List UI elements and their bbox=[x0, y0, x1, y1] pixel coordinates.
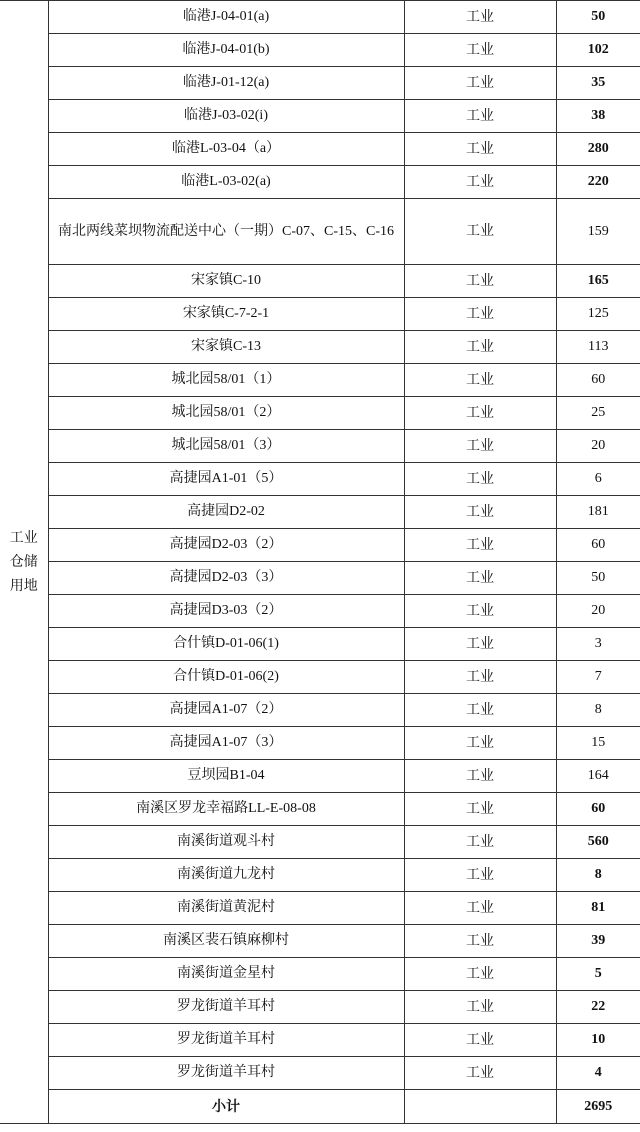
area-cell: 7 bbox=[556, 661, 640, 694]
parcel-name-cell: 宋家镇C-13 bbox=[48, 331, 404, 364]
land-use-cell: 工业 bbox=[404, 34, 556, 67]
land-use-cell: 工业 bbox=[404, 628, 556, 661]
parcel-name-cell: 南溪区裴石镇麻柳村 bbox=[48, 925, 404, 958]
parcel-name-cell: 罗龙街道羊耳村 bbox=[48, 1024, 404, 1057]
parcel-name-cell: 南溪街道黄泥村 bbox=[48, 892, 404, 925]
land-use-cell: 工业 bbox=[404, 166, 556, 199]
table-row bbox=[0, 199, 640, 265]
category-label-line: 仓储 bbox=[9, 554, 38, 570]
table-row bbox=[0, 463, 640, 496]
parcel-name-cell: 罗龙街道羊耳村 bbox=[48, 991, 404, 1024]
area-cell: 81 bbox=[556, 892, 640, 925]
table-row bbox=[0, 760, 640, 793]
area-cell: 60 bbox=[556, 529, 640, 562]
table-row bbox=[0, 364, 640, 397]
area-cell: 50 bbox=[556, 562, 640, 595]
parcel-name-cell: 合什镇D-01-06(1) bbox=[48, 628, 404, 661]
parcel-name-cell: 南溪街道观斗村 bbox=[48, 826, 404, 859]
land-use-cell: 工业 bbox=[404, 1057, 556, 1090]
table-row bbox=[0, 529, 640, 562]
table-row bbox=[0, 562, 640, 595]
area-cell: 35 bbox=[556, 67, 640, 100]
table-row bbox=[0, 67, 640, 100]
area-cell: 280 bbox=[556, 133, 640, 166]
land-use-cell: 工业 bbox=[404, 991, 556, 1024]
table-row bbox=[0, 100, 640, 133]
area-cell: 164 bbox=[556, 760, 640, 793]
parcel-name-cell: 城北园58/01（1） bbox=[48, 364, 404, 397]
land-use-cell: 工业 bbox=[404, 793, 556, 826]
area-cell: 38 bbox=[556, 100, 640, 133]
parcel-name-cell: 豆坝园B1-04 bbox=[48, 760, 404, 793]
area-cell: 165 bbox=[556, 265, 640, 298]
parcel-name-cell: 罗龙街道羊耳村 bbox=[48, 1057, 404, 1090]
area-cell: 20 bbox=[556, 595, 640, 628]
parcel-name-cell: 宋家镇C-10 bbox=[48, 265, 404, 298]
land-use-cell: 工业 bbox=[404, 727, 556, 760]
parcel-name-cell: 临港L-03-02(a) bbox=[48, 166, 404, 199]
table-row bbox=[0, 166, 640, 199]
table-row bbox=[0, 496, 640, 529]
area-cell: 15 bbox=[556, 727, 640, 760]
land-use-cell: 工业 bbox=[404, 430, 556, 463]
area-cell: 159 bbox=[556, 199, 640, 265]
parcel-name-cell: 高捷园A1-07（3） bbox=[48, 727, 404, 760]
land-use-cell: 工业 bbox=[404, 496, 556, 529]
land-use-cell: 工业 bbox=[404, 100, 556, 133]
land-use-cell: 工业 bbox=[404, 67, 556, 100]
land-use-cell: 工业 bbox=[404, 199, 556, 265]
table-row bbox=[0, 1057, 640, 1090]
table-row bbox=[0, 595, 640, 628]
table-row bbox=[0, 694, 640, 727]
area-cell: 5 bbox=[556, 958, 640, 991]
subtotal-area: 2695 bbox=[556, 1090, 640, 1124]
parcel-name-cell: 城北园58/01（2） bbox=[48, 397, 404, 430]
area-cell: 39 bbox=[556, 925, 640, 958]
table-row bbox=[0, 727, 640, 760]
table-row bbox=[0, 859, 640, 892]
land-use-cell: 工业 bbox=[404, 694, 556, 727]
table-row bbox=[0, 265, 640, 298]
land-use-cell: 工业 bbox=[404, 595, 556, 628]
land-use-cell: 工业 bbox=[404, 364, 556, 397]
parcel-name-cell: 高捷园D2-02 bbox=[48, 496, 404, 529]
parcel-name-cell: 临港J-04-01(b) bbox=[48, 34, 404, 67]
land-use-cell: 工业 bbox=[404, 661, 556, 694]
category-label-line: 用地 bbox=[9, 578, 38, 594]
land-use-cell: 工业 bbox=[404, 859, 556, 892]
land-use-cell: 工业 bbox=[404, 265, 556, 298]
land-use-cell: 工业 bbox=[404, 958, 556, 991]
parcel-name-cell: 高捷园D3-03（2） bbox=[48, 595, 404, 628]
parcel-name-cell: 临港J-04-01(a) bbox=[48, 1, 404, 34]
parcel-name-cell: 高捷园A1-07（2） bbox=[48, 694, 404, 727]
area-cell: 8 bbox=[556, 859, 640, 892]
land-use-cell: 工业 bbox=[404, 1, 556, 34]
table-row bbox=[0, 397, 640, 430]
category-label-line: 工业 bbox=[9, 530, 38, 546]
area-cell: 60 bbox=[556, 793, 640, 826]
land-use-cell: 工业 bbox=[404, 529, 556, 562]
parcel-name-cell: 宋家镇C-7-2-1 bbox=[48, 298, 404, 331]
land-use-cell: 工业 bbox=[404, 397, 556, 430]
parcel-name-cell: 合什镇D-01-06(2) bbox=[48, 661, 404, 694]
parcel-name-cell: 高捷园A1-01（5） bbox=[48, 463, 404, 496]
parcel-name-cell: 高捷园D2-03（2） bbox=[48, 529, 404, 562]
land-use-cell: 工业 bbox=[404, 826, 556, 859]
land-use-cell: 工业 bbox=[404, 892, 556, 925]
area-cell: 113 bbox=[556, 331, 640, 364]
parcel-name-cell: 南溪街道金星村 bbox=[48, 958, 404, 991]
area-cell: 60 bbox=[556, 364, 640, 397]
parcel-name-cell: 南溪街道九龙村 bbox=[48, 859, 404, 892]
area-cell: 22 bbox=[556, 991, 640, 1024]
area-cell: 125 bbox=[556, 298, 640, 331]
parcel-name-cell: 南溪区罗龙幸福路LL-E-08-08 bbox=[48, 793, 404, 826]
area-cell: 560 bbox=[556, 826, 640, 859]
land-use-cell: 工业 bbox=[404, 925, 556, 958]
area-cell: 181 bbox=[556, 496, 640, 529]
area-cell: 20 bbox=[556, 430, 640, 463]
area-cell: 8 bbox=[556, 694, 640, 727]
parcel-name-cell: 高捷园D2-03（3） bbox=[48, 562, 404, 595]
table-row bbox=[0, 1, 640, 34]
table-row bbox=[0, 826, 640, 859]
parcel-name-cell: 临港J-01-12(a) bbox=[48, 67, 404, 100]
table-row bbox=[0, 925, 640, 958]
area-cell: 3 bbox=[556, 628, 640, 661]
subtotal-empty-cell bbox=[404, 1090, 556, 1124]
land-use-cell: 工业 bbox=[404, 1024, 556, 1057]
land-use-cell: 工业 bbox=[404, 298, 556, 331]
subtotal-row bbox=[0, 1090, 640, 1124]
table-row bbox=[0, 430, 640, 463]
table-row bbox=[0, 661, 640, 694]
parcel-name-cell: 南北两线菜坝物流配送中心（一期）C-07、C-15、C-16 bbox=[48, 199, 404, 265]
table-body bbox=[0, 1, 640, 1124]
table-row bbox=[0, 298, 640, 331]
land-use-cell: 工业 bbox=[404, 463, 556, 496]
area-cell: 25 bbox=[556, 397, 640, 430]
table-row bbox=[0, 892, 640, 925]
category-cell bbox=[0, 1, 48, 1124]
table-row bbox=[0, 34, 640, 67]
area-cell: 50 bbox=[556, 1, 640, 34]
table-row bbox=[0, 793, 640, 826]
parcel-name-cell: 城北园58/01（3） bbox=[48, 430, 404, 463]
area-cell: 10 bbox=[556, 1024, 640, 1057]
table-row bbox=[0, 628, 640, 661]
land-use-cell: 工业 bbox=[404, 760, 556, 793]
area-cell: 6 bbox=[556, 463, 640, 496]
parcel-name-cell: 临港J-03-02(i) bbox=[48, 100, 404, 133]
table-row bbox=[0, 991, 640, 1024]
table-row bbox=[0, 331, 640, 364]
area-cell: 102 bbox=[556, 34, 640, 67]
land-use-cell: 工业 bbox=[404, 133, 556, 166]
land-use-cell: 工业 bbox=[404, 562, 556, 595]
table-row bbox=[0, 1024, 640, 1057]
table-row bbox=[0, 958, 640, 991]
area-cell: 4 bbox=[556, 1057, 640, 1090]
table-row bbox=[0, 133, 640, 166]
parcel-name-cell: 临港L-03-04（a） bbox=[48, 133, 404, 166]
subtotal-label: 小计 bbox=[48, 1090, 404, 1124]
area-cell: 220 bbox=[556, 166, 640, 199]
land-use-cell: 工业 bbox=[404, 331, 556, 364]
